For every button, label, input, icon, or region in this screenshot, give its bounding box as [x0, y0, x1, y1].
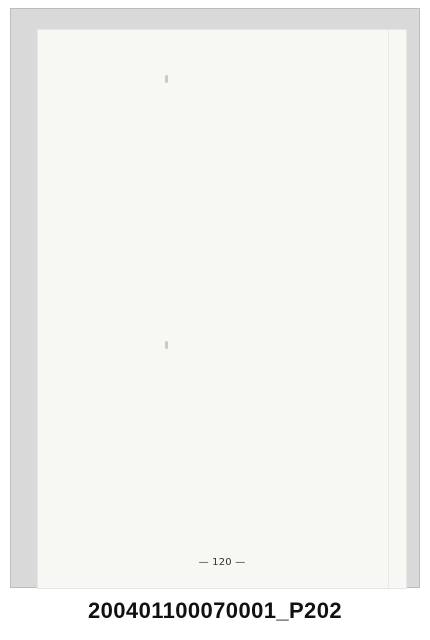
image-id-caption: 200401100070001_P202	[88, 598, 342, 623]
document-page	[37, 29, 407, 589]
page-fold-shadow	[388, 29, 389, 589]
vertical-text-area	[75, 73, 375, 553]
scan-frame	[10, 8, 420, 588]
page-number: — 120 —	[198, 557, 246, 568]
